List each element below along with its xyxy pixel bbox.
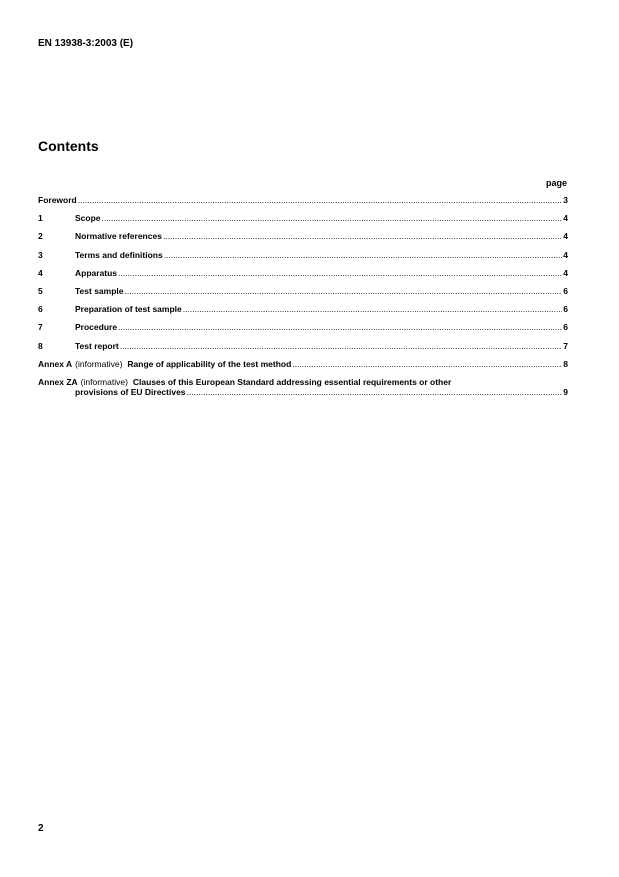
toc-entry-label: Preparation of test sample bbox=[75, 304, 182, 315]
toc-entry-page: 4 bbox=[563, 249, 568, 260]
toc-entry-number: 7 bbox=[38, 322, 43, 333]
leader-dots bbox=[78, 195, 563, 205]
page-column-heading: page bbox=[545, 178, 567, 188]
toc-entry-annex-za[interactable] bbox=[38, 377, 568, 397]
toc-entry-label-line2: provisions of EU Directives bbox=[75, 386, 186, 397]
toc-entry-label: Terms and definitions bbox=[75, 249, 163, 260]
toc-entry-page: 6 bbox=[563, 285, 568, 296]
toc-entry-page: 7 bbox=[563, 340, 568, 351]
toc-entry-preparation-of-test-sample[interactable] bbox=[38, 304, 568, 322]
leader-dots bbox=[187, 387, 563, 397]
toc-entry-scope[interactable] bbox=[38, 213, 568, 231]
toc-entry-label: Normative references bbox=[75, 231, 162, 242]
toc-entry-number: 2 bbox=[38, 231, 43, 242]
toc-entry-procedure[interactable] bbox=[38, 322, 568, 340]
leader-dots bbox=[292, 359, 562, 369]
annex-type: (informative) bbox=[75, 358, 123, 369]
annex-type: (informative) bbox=[80, 376, 128, 387]
toc-entry-label: Test sample bbox=[75, 285, 124, 296]
toc-entry-page: 4 bbox=[563, 267, 568, 278]
leader-dots bbox=[120, 341, 562, 351]
document-id: EN 13938-3:2003 (E) bbox=[38, 38, 134, 49]
leader-dots bbox=[125, 286, 563, 296]
toc-entry-page: 8 bbox=[563, 358, 568, 369]
leader-dots bbox=[164, 250, 563, 260]
toc-entry-page: 6 bbox=[563, 322, 568, 333]
contents-title: Contents bbox=[38, 138, 99, 154]
toc-entry-label: Procedure bbox=[75, 322, 118, 333]
toc-entry-label: Apparatus bbox=[75, 267, 118, 278]
toc-entry-apparatus[interactable] bbox=[38, 268, 568, 286]
leader-dots bbox=[118, 322, 562, 332]
toc-entry-page: 4 bbox=[563, 231, 568, 242]
toc-entry-label: Scope bbox=[75, 213, 101, 224]
leader-dots bbox=[102, 213, 563, 223]
toc-entry-terms-and-definitions[interactable] bbox=[38, 250, 568, 268]
toc-entry-test-sample[interactable] bbox=[38, 286, 568, 304]
annex-prefix: Annex A bbox=[38, 358, 73, 369]
leader-dots bbox=[118, 268, 562, 278]
toc-entry-label: Range of applicability of the test method bbox=[127, 358, 292, 369]
toc-entry-number: 4 bbox=[38, 267, 43, 278]
toc-entry-number: 1 bbox=[38, 213, 43, 224]
toc-entry-label-line1: Clauses of this European Standard addressing essential requirements or other bbox=[132, 376, 452, 387]
toc-entry-foreword[interactable] bbox=[38, 195, 568, 213]
leader-dots bbox=[183, 304, 563, 314]
leader-dots bbox=[163, 231, 562, 241]
toc-entry-number: 6 bbox=[38, 304, 43, 315]
toc-entry-test-report[interactable] bbox=[38, 341, 568, 359]
toc-entry-normative-references[interactable] bbox=[38, 231, 568, 249]
toc-entry-page: 3 bbox=[563, 195, 568, 205]
toc-entry-number: 8 bbox=[38, 340, 43, 351]
toc-entry-page: 4 bbox=[563, 213, 568, 224]
toc-entry-label: Foreword bbox=[38, 195, 77, 205]
table-of-contents bbox=[38, 195, 568, 397]
toc-entry-number: 3 bbox=[38, 249, 43, 260]
page-number: 2 bbox=[38, 823, 44, 834]
annex-prefix: Annex ZA bbox=[38, 376, 78, 387]
toc-entry-annex-a[interactable] bbox=[38, 359, 568, 377]
toc-entry-page: 9 bbox=[563, 386, 568, 397]
toc-entry-page: 6 bbox=[563, 304, 568, 315]
toc-entry-label: Test report bbox=[75, 340, 119, 351]
toc-entry-number: 5 bbox=[38, 285, 43, 296]
